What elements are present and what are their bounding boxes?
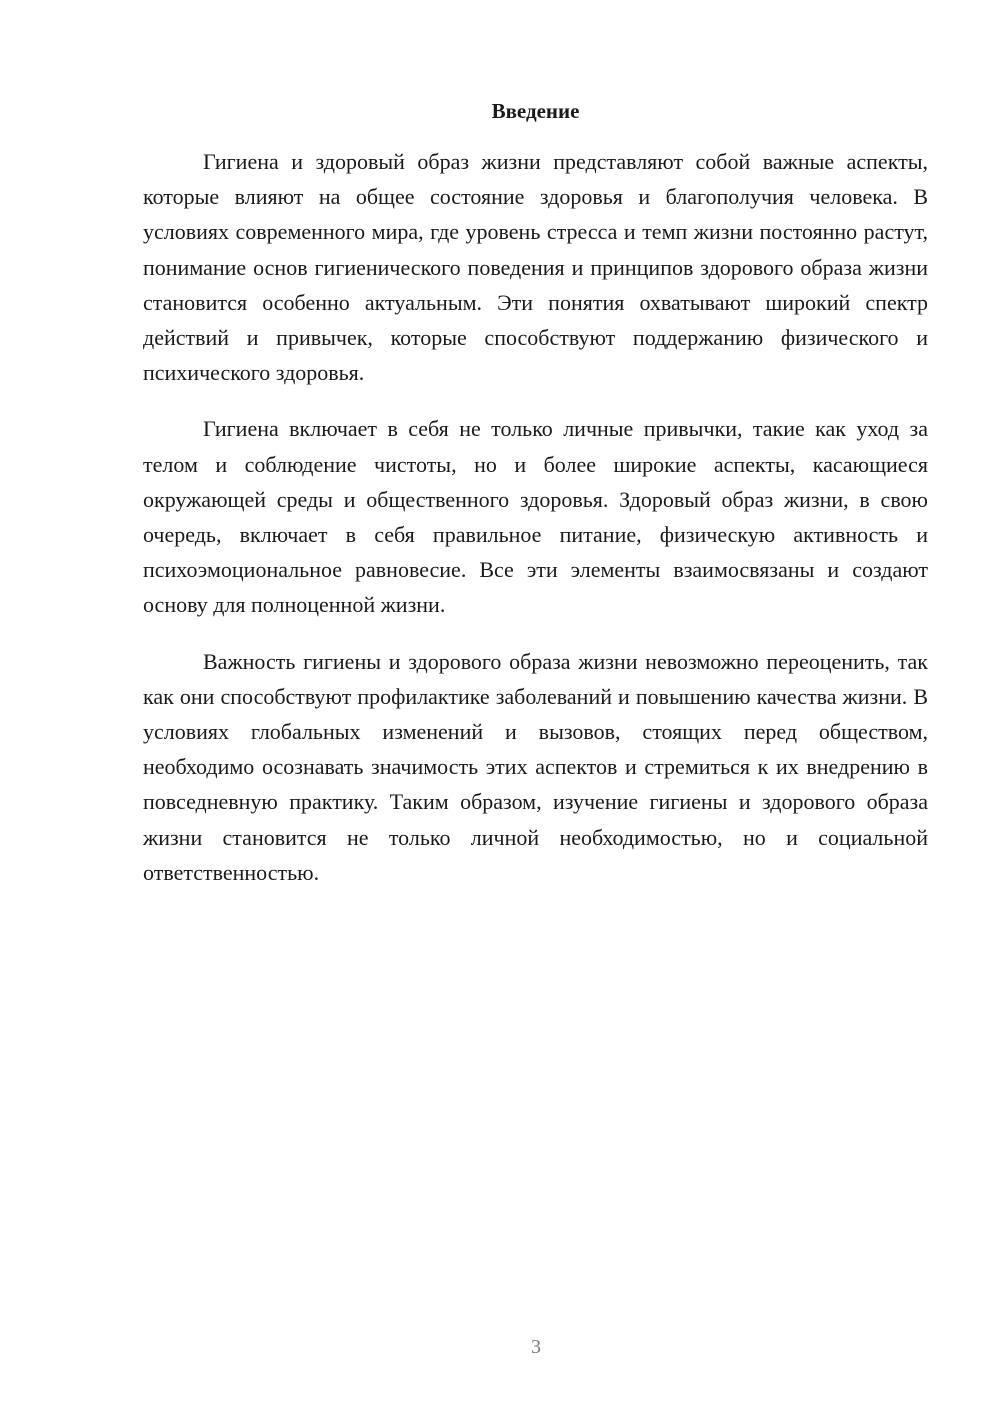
page-number: 3 (531, 1336, 541, 1358)
section-heading: Введение (491, 99, 580, 123)
page-content (143, 92, 928, 911)
paragraph-3: Важность гигиены и здорового образа жизни невозможно переоценить, так как они способствуют профилактике заболеваний и повышению качества жизни. В условиях глобальных изменений и вызовов, стоящих перед обществом, необходимо осознавать значимость этих аспектов и стремиться к их внедрению в повседневную практику. Таким образом, изучение гигиены и здорового образа жизни становится не только личной необходимостью, но и социальной ответственностью. (143, 648, 928, 885)
paragraph-1: Гигиена и здоровый образ жизни представляют собой важные аспекты, которые влияют на общее состояние здоровья и благополучия человека. В условиях современного мира, где уровень стресса и темп жизни постоянно растут, понимание основ гигиенического поведения и принципов здорового образа жизни становится особенно актуальным. Эти понятия охватывают широкий спектр действий и привычек, которые способствуют поддержанию физического и психического здоровья. (143, 149, 928, 386)
paragraph-2: Гигиена включает в себя не только личные привычки, такие как уход за телом и соблюдение чистоты, но и более широкие аспекты, касающиеся окружающей среды и общественного здоровья. Здоровый образ жизни, в свою очередь, включает в себя правильное питание, физическую активность и психоэмоциональное равновесие. Все эти элементы взаимосвязаны и создают основу для полноценной жизни. (143, 416, 928, 618)
